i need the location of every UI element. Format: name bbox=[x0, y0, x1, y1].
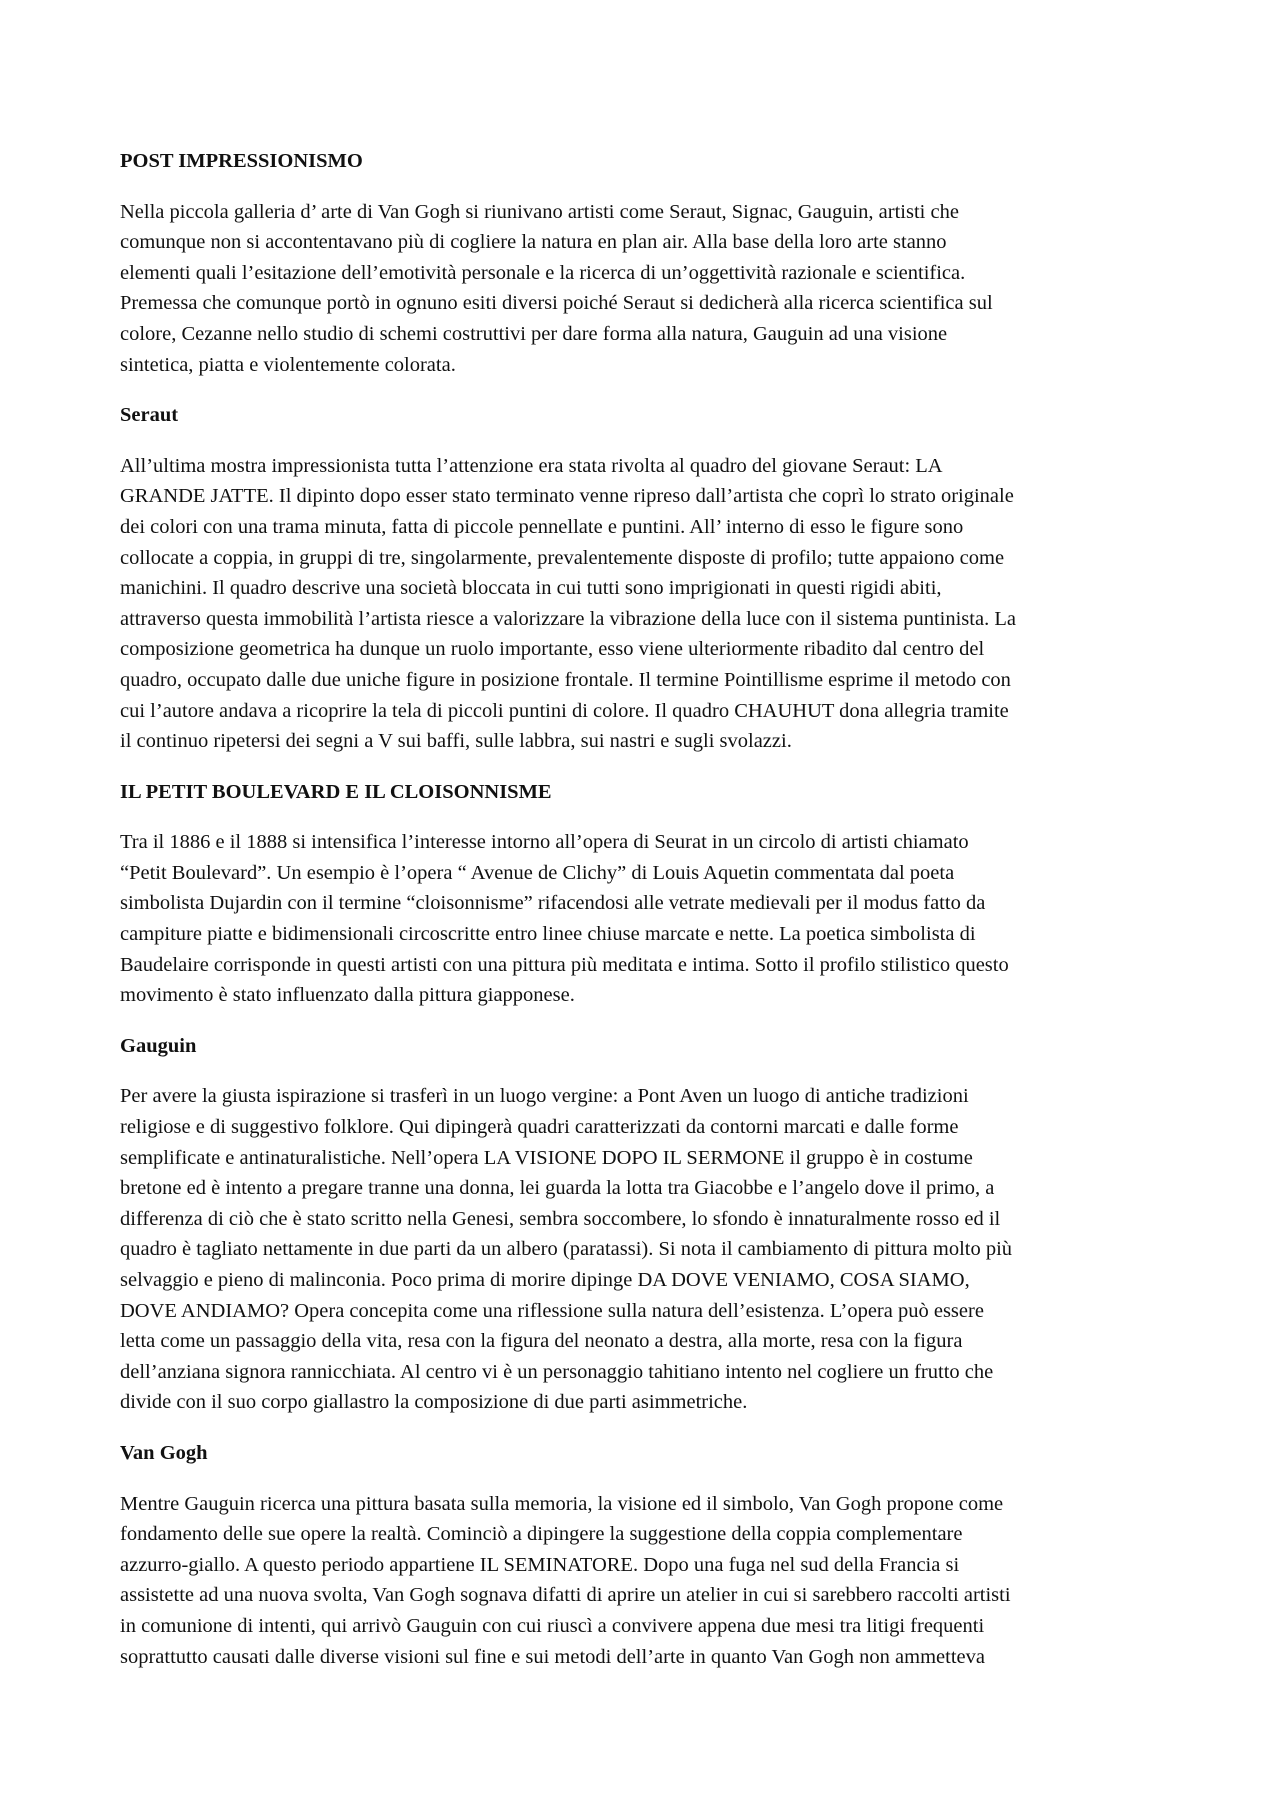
text-line: colore, Cezanne nello studio di schemi costruttivi per dare forma alla natura, Gauguin ad una visione bbox=[120, 322, 948, 345]
text-line: “Petit Boulevard”. Un esempio è l’opera “ Avenue de Clichy” di Louis Aquetin commentata dal poeta bbox=[120, 861, 955, 884]
text-line: All’ultima mostra impressionista tutta l’attenzione era stata rivolta al quadro del giovane Seraut: LA bbox=[120, 454, 943, 477]
text-line: letta come un passaggio della vita, resa con la figura del neonato a destra, alla morte, resa con la figura bbox=[120, 1330, 963, 1353]
text-line: Nella piccola galleria d’ arte di Van Gogh si riunivano artisti come Seraut, Signac, Gauguin, artisti che bbox=[120, 200, 959, 223]
text-line: azzurro-giallo. A questo periodo appartiene IL SEMINATORE. Dopo una fuga nel sud della Francia si bbox=[120, 1553, 960, 1576]
paragraph-van-gogh bbox=[120, 1489, 1160, 1673]
text-line: DOVE ANDIAMO? Opera concepita come una riflessione sulla natura dell’esistenza. L’opera può essere bbox=[120, 1299, 984, 1322]
text-line: fondamento delle sue opere la realtà. Cominciò a dipingere la suggestione della coppia complementare bbox=[120, 1523, 963, 1546]
text-line: dei colori con una trama minuta, fatta di piccole pennellate e puntini. All’ interno di esso le figure sono bbox=[120, 515, 964, 538]
heading-petit-boulevard: IL PETIT BOULEVARD E IL CLOISONNISME bbox=[120, 780, 552, 803]
document-page bbox=[120, 146, 1160, 1692]
text-line: assistette ad una nuova svolta, Van Gogh sognava difatti di aprire un atelier in cui si sarebbero raccolti artisti bbox=[120, 1584, 1011, 1607]
text-line: attraverso questa immobilità l’artista riesce a valorizzare la vibrazione della luce con il sistema puntinista. La bbox=[120, 607, 1016, 630]
text-line: Premessa che comunque portò in ognuno esiti diversi poiché Seraut si dedicherà alla ricerca scientifica sul bbox=[120, 292, 993, 315]
text-line: comunque non si accontentavano più di cogliere la natura en plan air. Alla base della loro arte stanno bbox=[120, 231, 947, 254]
text-line: il continuo ripetersi dei segni a V sui baffi, sulle labbra, sui nastri e sugli svolazzi. bbox=[120, 730, 792, 753]
paragraph-post-impressionismo bbox=[120, 197, 1160, 381]
text-line: Per avere la giusta ispirazione si trasferì in un luogo vergine: a Pont Aven un luogo di antiche tradizioni bbox=[120, 1085, 969, 1108]
text-line: sintetica, piatta e violentemente colorata. bbox=[120, 353, 456, 376]
text-line: campiture piatte e bidimensionali circoscritte entro linee chiuse marcate e nette. La poetica simbolista di bbox=[120, 923, 976, 946]
text-line: quadro è tagliato nettamente in due parti da un albero (paratassi). Si nota il cambiamento di pittura molto più bbox=[120, 1238, 1013, 1261]
text-line: selvaggio e pieno di malinconia. Poco prima di morire dipinge DA DOVE VENIAMO, COSA SIAMO, bbox=[120, 1269, 970, 1291]
heading-post-impressionismo: POST IMPRESSIONISMO bbox=[120, 150, 363, 172]
text-line: bretone ed è intento a pregare tranne una donna, lei guarda la lotta tra Giacobbe e l’angelo dove il primo, a bbox=[120, 1177, 995, 1200]
paragraph-gauguin bbox=[120, 1081, 1160, 1418]
text-line: elementi quali l’esitazione dell’emotività personale e la ricerca di un’oggettività razionale e scientifica. bbox=[120, 261, 966, 284]
heading-van-gogh: Van Gogh bbox=[120, 1441, 208, 1464]
text-line: cui l’autore andava a ricoprire la tela di piccoli puntini di colore. Il quadro CHAUHUT dona allegria tramite bbox=[120, 699, 1009, 722]
text-line: dell’anziana signora rannicchiata. Al centro vi è un personaggio tahitiano intento nel cogliere un frutto che bbox=[120, 1360, 994, 1383]
text-line: collocate a coppia, in gruppi di tre, singolarmente, prevalentemente disposte di profilo; tutte appaiono come bbox=[120, 546, 1005, 569]
text-line: GRANDE JATTE. Il dipinto dopo esser stato terminato venne ripreso dall’artista che coprì lo strato originale bbox=[120, 485, 1014, 508]
text-line: in comunione di intenti, qui arrivò Gauguin con cui riuscì a convivere appena due mesi tra litigi frequenti bbox=[120, 1614, 985, 1637]
text-line: differenza di ciò che è stato scritto nella Genesi, sembra soccombere, lo sfondo è innaturalmente rosso ed il bbox=[120, 1207, 1001, 1230]
text-line: divide con il suo corpo giallastro la composizione di due parti asimmetriche. bbox=[120, 1391, 748, 1414]
paragraph-seraut bbox=[120, 451, 1160, 757]
text-line: quadro, occupato dalle due uniche figure in posizione frontale. Il termine Pointillisme esprime il metodo con bbox=[120, 668, 1011, 691]
text-line: soprattutto causati dalle diverse visioni sul fine e sui metodi dell’arte in quanto Van Gogh non ammetteva bbox=[120, 1645, 985, 1668]
text-line: religiose e di suggestivo folklore. Qui dipingerà quadri caratterizzati da contorni marcati e dalle forme bbox=[120, 1116, 959, 1139]
text-line: manichini. Il quadro descrive una società bloccata in cui tutti sono imprigionati in questi rigidi abiti, bbox=[120, 577, 942, 600]
heading-gauguin: Gauguin bbox=[120, 1034, 197, 1057]
paragraph-petit-boulevard bbox=[120, 827, 1160, 1011]
text-line: semplificate e antinaturalistiche. Nell’opera LA VISIONE DOPO IL SERMONE il gruppo è in costume bbox=[120, 1146, 973, 1169]
text-line: Tra il 1886 e il 1888 si intensifica l’interesse intorno all’opera di Seurat in un circolo di artisti chiamato bbox=[120, 831, 969, 854]
text-line: composizione geometrica ha dunque un ruolo importante, esso viene ulteriormente ribadito dal centro del bbox=[120, 638, 985, 661]
text-line: Mentre Gauguin ricerca una pittura basata sulla memoria, la visione ed il simbolo, Van Gogh propone come bbox=[120, 1492, 1004, 1515]
text-line: Baudelaire corrisponde in questi artisti con una pittura più meditata e intima. Sotto il profilo stilistico questo bbox=[120, 953, 1009, 976]
text-line: movimento è stato influenzato dalla pittura giapponese. bbox=[120, 984, 575, 1007]
text-line: simbolista Dujardin con il termine “cloisonnisme” rifacendosi alle vetrate medievali per il modus fatto da bbox=[120, 892, 986, 915]
heading-seraut: Seraut bbox=[120, 404, 179, 427]
